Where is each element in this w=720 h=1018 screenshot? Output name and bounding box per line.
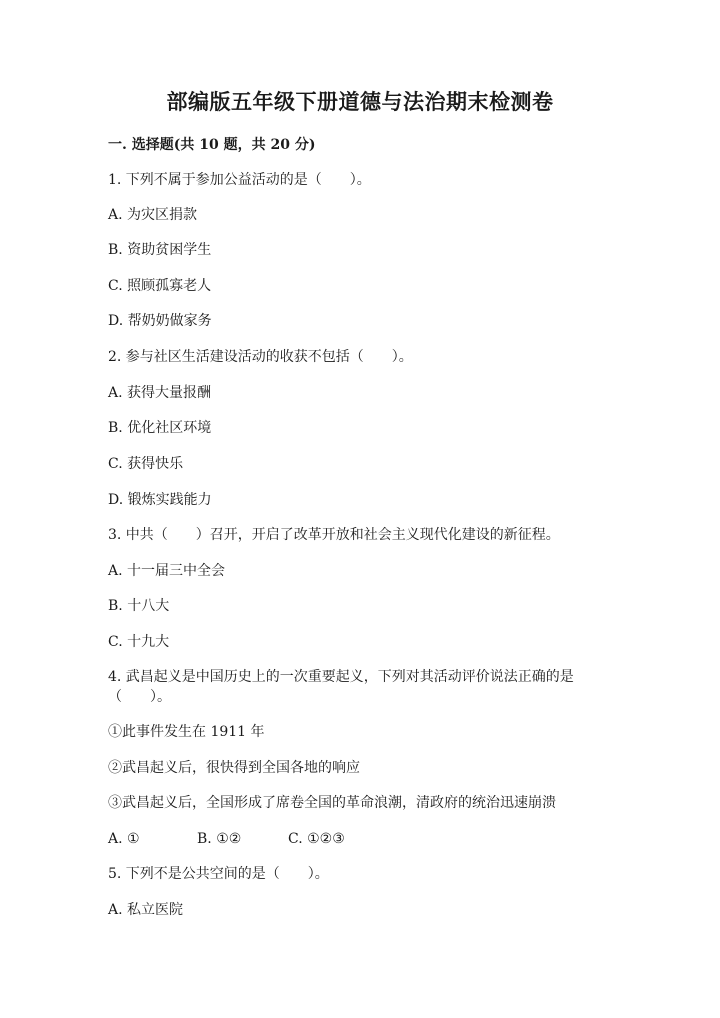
question-4-option-a: A. ① [108,831,140,847]
question-4-statement-3: ③武昌起义后，全国形成了席卷全国的革命浪潮，清政府的统治迅速崩溃 [108,795,556,811]
question-4-option-b: B. ①② [197,831,242,847]
question-5-stem: 5. 下列不是公共空间的是（ ）。 [108,866,329,882]
question-4-stem-line-1: 4. 武昌起义是中国历史上的一次重要起义，下列对其活动评价说法正确的是 [108,669,574,685]
question-5-option-a: A. 私立医院 [108,902,184,918]
question-1-option-a: A. 为灾区捐款 [108,207,198,223]
question-1-stem: 1. 下列不属于参加公益活动的是（ ）。 [108,172,371,188]
section-heading: 一. 选择题(共 10 题，共 20 分) [108,137,316,153]
question-4-options-row [108,829,508,849]
question-1-option-d: D. 帮奶奶做家务 [108,313,212,329]
question-3-option-b: B. 十八大 [108,598,170,614]
question-4-statement-2: ②武昌起义后，很快得到全国各地的响应 [108,760,360,776]
question-2-option-a: A. 获得大量报酬 [108,385,212,401]
question-4-option-c: C. ①②③ [288,831,345,847]
question-3-option-a: A. 十一届三中全会 [108,563,226,579]
page-title: 部编版五年级下册道德与法治期末检测卷 [166,89,554,114]
question-2-stem: 2. 参与社区生活建设活动的收获不包括（ ）。 [108,349,413,365]
question-3-stem: 3. 中共（ ）召开，开启了改革开放和社会主义现代化建设的新征程。 [108,527,560,543]
question-1-option-b: B. 资助贫困学生 [108,242,212,258]
question-3-option-c: C. 十九大 [108,634,170,650]
question-1-option-c: C. 照顾孤寡老人 [108,278,212,294]
question-2-option-c: C. 获得快乐 [108,456,184,472]
question-2-option-d: D. 锻炼实践能力 [108,492,212,508]
question-2-option-b: B. 优化社区环境 [108,420,212,436]
question-4-statement-1: ①此事件发生在 1911 年 [108,724,265,740]
question-4-stem-line-2: （ ）。 [108,689,171,705]
